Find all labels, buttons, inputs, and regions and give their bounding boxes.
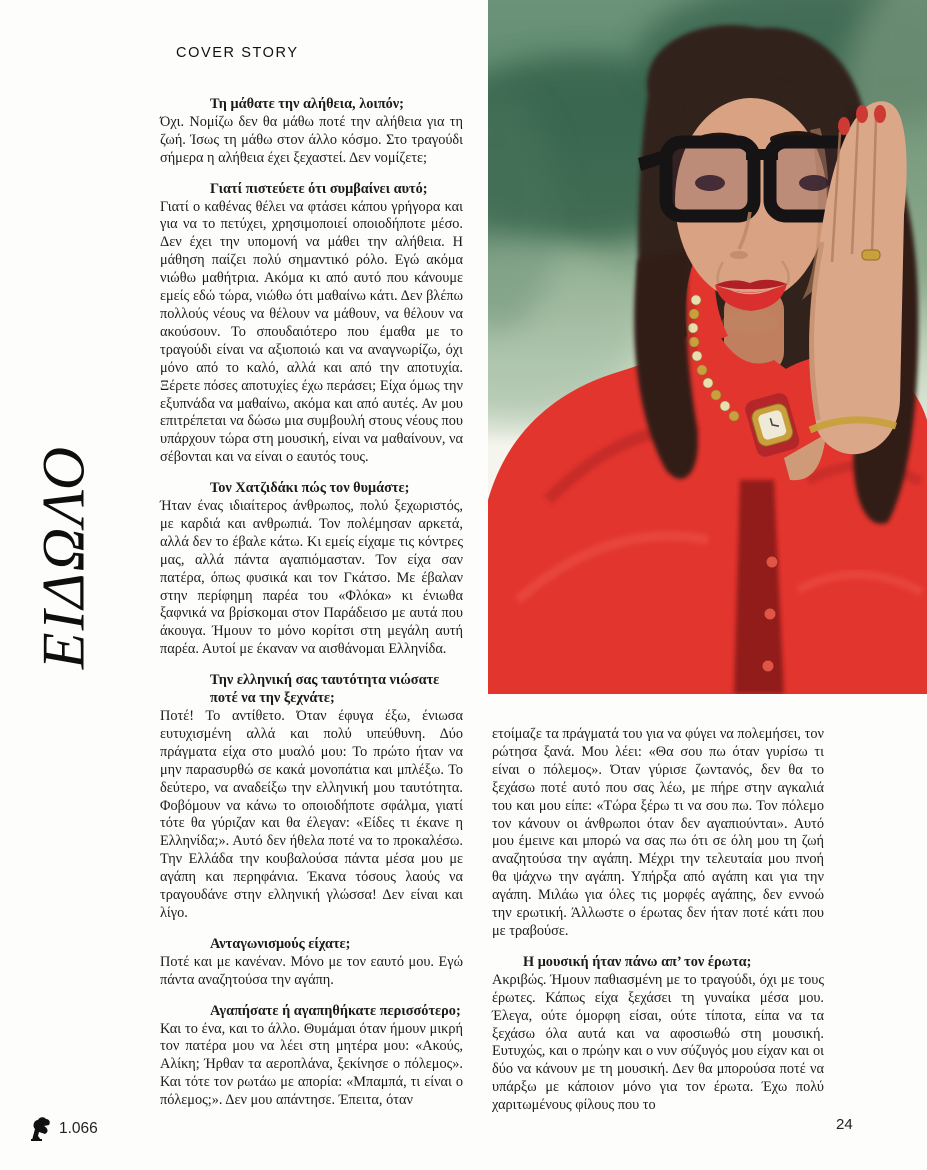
interview-answer: Ήταν ένας ιδιαίτερος άνθρωπος, πολύ ξεχωριστός, με καρδιά και ανθρωπιά. Τον πολέμησαν αρκετά, αλλά δεν το έβαλε κάτω. Κι εμείς είχαμε τις κόντρες μας, αλλά πάντα αγαπιόμασταν. Τον είχα σαν πατέρα, όπως φυσικά και τον Γκάτσο. Με έβαλαν στην περίφημη παρέα του «Φλόκα» κι ένιωθα ξαφνικά να βρίσκομαι στον Παράδεισο με αυτά που άκουγα. Ήμουν το μόνο κορίτσι στη μεγάλη αυτή παρέα. Αυτοί με έκαναν να αισθάνομαι Ελληνίδα. <box>160 498 463 658</box>
interview-answer: Ποτέ και με κανέναν. Μόνο με τον εαυτό μου. Εγώ πάντα αναζητούσα την αγάπη. <box>160 953 463 988</box>
interview-answer: Ποτέ! Το αντίθετο. Όταν έφυγα έξω, ένιωσα ευτυχισμένη αλλά και πολύ υπεύθυνη. Δύο πράγματα είχα στο μυαλό μου: Το πρώτο ήταν να μην παρασυρθώ σε κακά μονοπάτια και μπλέξω. Το δεύτερο, να αναδείξω την ελληνική μου ταυτότητα. Φοβόμουν να κάνω το οποιοδήποτε σφάλμα, γιατί τότε θα γύριζαν και θα έλεγαν: «Είδες τι έκανε η Ελληνίδα;». Αυτό δεν ήθελα ποτέ να το προκαλέσω. Την Ελλάδα την κουβαλούσα πάντα μέσα μου με αγάπη και περηφάνια. Έκανα τόσους λαούς να τραγουδάνε στην ελληνική γλώσσα! Δεν είναι και λίγο. <box>160 708 463 921</box>
interview-question: Αγαπήσατε ή αγαπηθήκατε περισσότερο; <box>210 1002 461 1019</box>
section-kicker: COVER STORY <box>176 45 299 61</box>
page-number: 24 <box>836 1116 853 1133</box>
interview-answer: Όχι. Νομίζω δεν θα μάθω ποτέ την αλήθεια για τη ζωή. Ίσως τη μάθω στον άλλο κόσμο. Στο τραγούδι σήμερα η αλήθεια έχει ξεχαστεί. Δεν νομίζετε; <box>160 113 463 166</box>
winged-lion-logo-icon <box>28 1116 52 1142</box>
article-column-right <box>492 726 824 1115</box>
vertical-headline <box>14 406 114 708</box>
interview-question: Την ελληνική σας ταυτότητα νιώσατε ποτέ να την ξεχνάτε; <box>210 672 440 707</box>
interview-question: Ανταγωνισμούς είχατε; <box>210 935 351 952</box>
interview-answer: Ακριβώς. Ήμουν παθιασμένη με το τραγούδι, όχι με τους έρωτες. Κάπως είχα ξεχάσει τη γυναίκα μέσα μου. Έλεγα, ούτε όμορφη είσαι, ούτε τίποτα, είπα να τα ξεχάσω όλα αυτά και να αφοσιωθώ στη μουσική. Ευτυχώς, και ο πρώην και ο νυν σύζυγός μου είχαν και οι δύο να κάνουν με τη μουσική. Δεν θα μπορούσα ποτέ να υπάρξω με κάποιον μόνο για τον έρωτα. Έχω πολύ χαριτωμένους φίλους που το <box>492 971 824 1114</box>
interview-answer: Και το ένα, και το άλλο. Θυμάμαι όταν ήμουν μικρή τον πατέρα μου να λέει στη μητέρα μου: «Ακούς, Αλίκη; Ήρθαν τα αεροπλάνα, ξεκίνησε ο πόλεμος». Και τότε τον ρωτάω με απορία: «Μπαμπά, τι είναι ο πόλεμος;». Δεν μου απάντησε. Έπειτα, όταν <box>160 1020 463 1109</box>
cover-photo <box>488 0 927 694</box>
interview-question: Τη μάθατε την αλήθεια, λοιπόν; <box>210 96 404 112</box>
interview-answer: Γιατί ο καθένας θέλει να φτάσει κάπου γρήγορα και για να το πετύχει, χρησιμοποιεί οποιοδήποτε μέσο. Δεν έχει την υπομονή να μάθει την αλήθεια. Η μάθηση παίζει πολύ σημαντικό ρόλο. Εγώ ακόμα νιώθω μαθήτρια. Ακόμα κι από αυτό που κάνουμε εμείς εδώ τώρα, νιώθω ότι μαθαίνω κάτι. Δεν βλέπω πολλούς νέους να θέλουν να μάθουν, να θέλουν να ακούσουν. Το σπουδαιότερο που έμαθα με το τραγούδι είναι να αξιοποιώ και να αναγνωρίζω, όχι μόνο από το καλό, αλλά και από την αποτυχία. Ξέρετε πόσες αποτυχίες έχω περάσει; Είχα όμως την εξυπνάδα να μαθαίνω, ακόμα και από αυτές. Αν μου επιτρέπεται να δώσω μια συμβουλή στους νέους που υπάρχουν τώρα στη μουσική, είναι να μαθαίνουν, να σέβονται και να είναι ο εαυτός τους. <box>160 198 463 466</box>
article-column-left <box>160 96 463 1110</box>
interview-answer: ετοίμαζε τα πράγματά του για να φύγει να πολεμήσει, τον ρώτησα ξανά. Μου λέει: «Θα σου πω όταν γυρίσω τι είναι ο πόλεμος». Όταν γύρισε ζωντανός, δεν θα το ξεχάσω ποτέ αυτό που σας λέω, με πήρε στην αγκαλιά του και μου είπε: «Τώρα ξέρω τι να σου πω. Τον πόλεμο τον κάνουν οι άνθρωποι όταν δεν αγαπιούνται». Αυτό μου έμεινε και μπορώ να σας πω ότι σε όλη μου τη ζωή αναζητούσα την αγάπη. Μέχρι την τελευταία μου πνοή θα ψάχνω την αγάπη. Υπήρξα από αγάπη και για την αγάπη. Μιλάω για όλες τις μορφές αγάπης, δεν εννοώ την ερωτική. Άλλωστε ο έρωτας δεν ήταν ποτέ κάτι που με τραβούσε. <box>492 726 824 939</box>
footer-issue <box>28 1116 98 1142</box>
interview-question: Γιατί πιστεύετε ότι συμβαίνει αυτό; <box>210 180 428 197</box>
cover-photo-illustration <box>488 0 927 694</box>
issue-number: 1.066 <box>59 1120 98 1137</box>
interview-question: Η μουσική ήταν πάνω απ’ τον έρωτα; <box>523 953 752 970</box>
interview-question: Τον Χατζιδάκι πώς τον θυμάστε; <box>210 480 410 497</box>
glasses <box>638 142 858 216</box>
vertical-headline-text: ΕΙΔΩΛΟ <box>30 444 97 670</box>
